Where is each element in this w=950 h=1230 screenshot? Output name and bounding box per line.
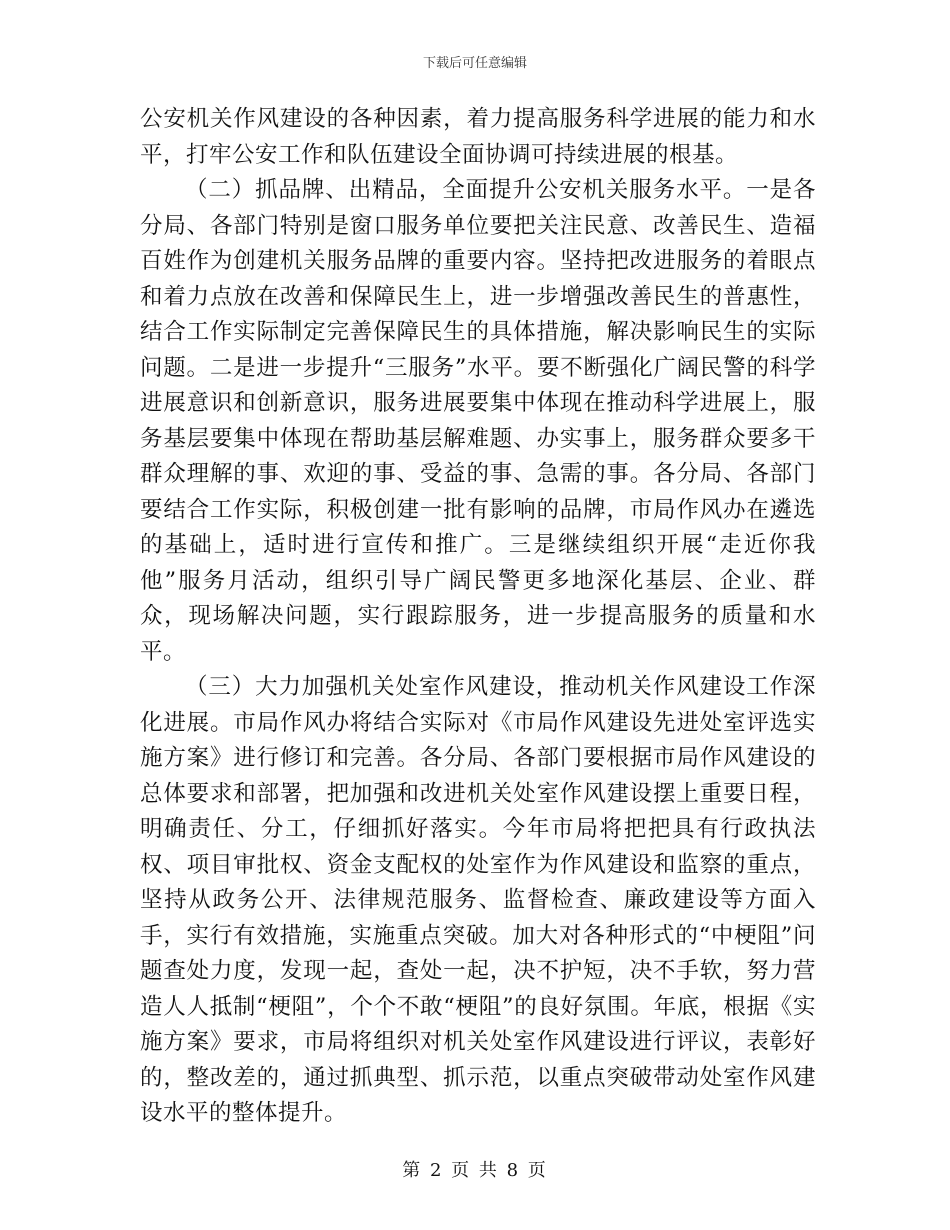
- document-body: [140, 102, 816, 1132]
- paragraph-section-2: （二）抓品牌、出精品，全面提升公安机关服务水平。一是各分局、各部门特别是窗口服务单位要把关注民意、改善民生、造福百姓作为创建机关服务品牌的重要内容。坚持把改进服务的着眼点和着力点放在改善和保障民生上，进一步增强改善民生的普惠性，结合工作实际制定完善保障民生的具体措施，解决影响民生的实际问题。二是进一步提升“三服务”水平。要不断强化广阔民警的科学进展意识和创新意识，服务进展要集中体现在推动科学进展上，服务基层要集中体现在帮助基层解难题、办实事上，服务群众要多干群众理解的事、欢迎的事、受益的事、急需的事。各分局、各部门要结合工作实际，积极创建一批有影响的品牌，市局作风办在遴选的基础上，适时进行宣传和推广。三是继续组织开展“走近你我他”服务月活动，组织引导广阔民警更多地深化基层、企业、群众，现场解决问题，实行跟踪服务，进一步提高服务的质量和水平。: [140, 177, 816, 665]
- page-header: 下载后可任意编辑: [422, 56, 527, 71]
- page-number: 第 2 页 共 8 页: [402, 1160, 548, 1181]
- paragraph-section-3: （三）大力加强机关处室作风建设，推动机关作风建设工作深化进展。市局作风办将结合实际对《市局作风建设先进处室评选实施方案》进行修订和完善。各分局、各部门要根据市局作风建设的总体要求和部署，把加强和改进机关处室作风建设摆上重要日程，明确责任、分工，仔细抓好落实。今年市局将把把具有行政执法权、项目审批权、资金支配权的处室作为作风建设和监察的重点，坚持从政务公开、法律规范服务、监督检查、廉政建设等方面入手，实行有效措施，实施重点突破。加大对各种形式的“中梗阻”问题查处力度，发现一起，查处一起，决不护短，决不手软，努力营造人人抵制“梗阻”，个个不敢“梗阻”的良好氛围。年底，根据《实施方案》要求，市局将组织对机关处室作风建设进行评议，表彰好的，整改差的，通过抓典型、抓示范，以重点突破带动处室作风建设水平的整体提升。: [140, 674, 816, 1126]
- paragraph-continued: 公安机关作风建设的各种因素，着力提高服务科学进展的能力和水平，打牢公安工作和队伍建设全面协调可持续进展的根基。: [140, 106, 816, 168]
